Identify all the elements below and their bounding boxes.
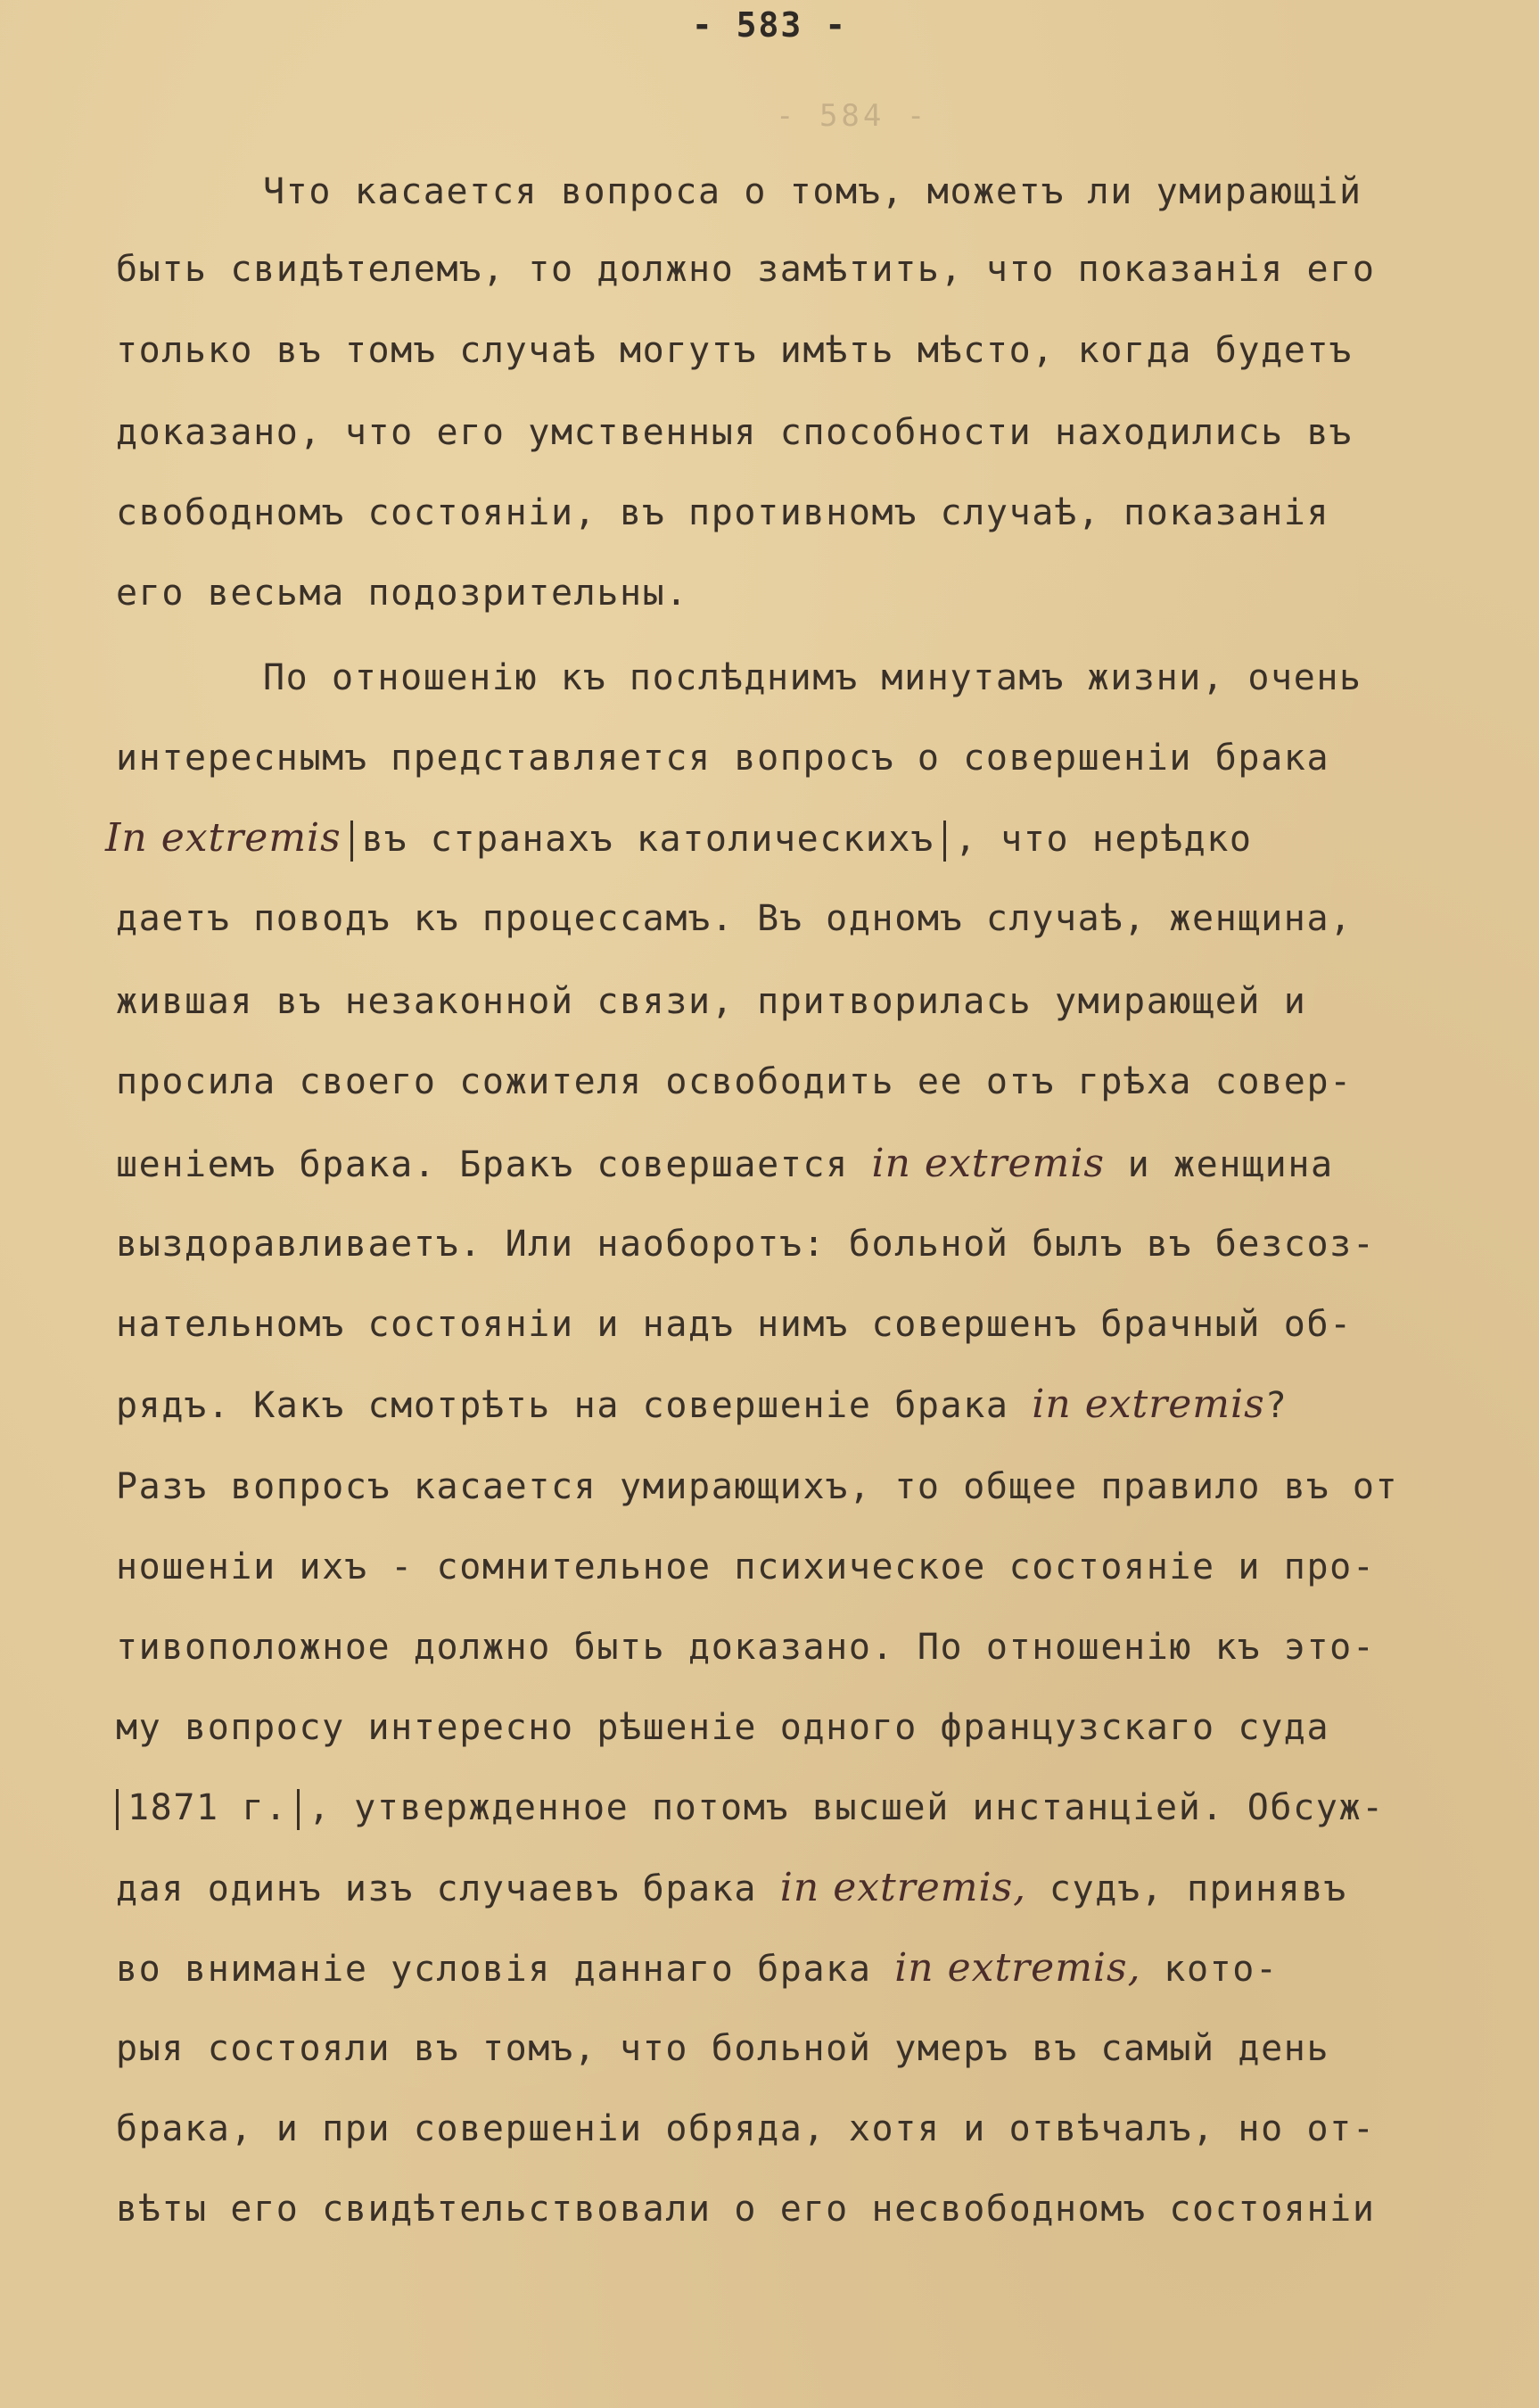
text-line-14: выздоравливаетъ. Или наоборотъ: больной былъ въ безсоз-	[116, 1224, 1376, 1265]
text-line-24: рыя состояли въ томъ, что больной умеръ въ самый день	[116, 2028, 1330, 2069]
text-line-5: свободномъ состояніи, въ противномъ случаѣ, показанія	[116, 492, 1330, 533]
text-line-1: Что касается вопроса о томъ, можетъ ли умирающій	[263, 171, 1362, 212]
handwritten-annotation: In extremis	[105, 815, 342, 861]
text-line-7: По отношенію къ послѣднимъ минутамъ жизни, очень	[263, 657, 1362, 698]
text-line-16	[116, 1378, 1288, 1431]
text-line-9	[105, 812, 1253, 865]
text-line-17: Разъ вопросъ касается умирающихъ, то общее правило въ от	[116, 1466, 1399, 1507]
text-segment: шеніемъ брака. Бракъ совершается	[116, 1144, 849, 1185]
handwritten-annotation: in extremis	[871, 1141, 1105, 1186]
text-line-26: вѣты его свидѣтельствовали о его несвободномъ состояніи	[116, 2189, 1376, 2230]
bracket-mark	[943, 821, 946, 862]
text-line-19: тивоположное должно быть доказано. По отношенію къ это-	[116, 1627, 1376, 1668]
bleed-through-page-number: - 584 -	[776, 98, 929, 134]
text-segment: во вниманіе условія даннаго брака	[116, 1949, 872, 1990]
text-line-2: быть свидѣтелемъ, то должно замѣтить, что показанія его	[116, 249, 1376, 290]
text-line-21	[116, 1781, 1385, 1835]
text-line-8: интереснымъ представляется вопросъ о совершеніи брака	[116, 738, 1330, 779]
text-segment: дая одинъ изъ случаевъ брака	[116, 1868, 758, 1909]
bracket-mark	[297, 1789, 300, 1830]
bracket-mark	[350, 821, 353, 862]
text-line-23	[116, 1942, 1279, 1995]
text-segment: , что нерѣдко	[954, 819, 1253, 860]
text-line-12: просила своего сожителя освободить ее отъ грѣха совер-	[116, 1061, 1353, 1102]
handwritten-annotation: in extremis	[1032, 1381, 1265, 1427]
page-number: - 583 -	[691, 5, 848, 45]
handwritten-annotation: in extremis,	[894, 1945, 1141, 1991]
text-line-18: ношеніи ихъ - сомнительное психическое состояніе и про-	[116, 1546, 1376, 1587]
text-segment: и женщина	[1127, 1144, 1334, 1185]
text-line-22	[116, 1861, 1347, 1915]
text-segment: судъ, принявъ	[1049, 1868, 1347, 1909]
text-line-6: его весьма подозрительны.	[116, 573, 689, 614]
text-line-3: только въ томъ случаѣ могутъ имѣть мѣсто, когда будетъ	[116, 330, 1353, 371]
text-line-13	[116, 1137, 1334, 1191]
text-line-25: брака, и при совершеніи обряда, хотя и отвѣчалъ, но от-	[116, 2108, 1376, 2149]
text-segment: въ странахъ католическихъ	[361, 819, 934, 860]
text-segment: 1871 г.	[128, 1787, 288, 1828]
text-line-11: жившая въ незаконной связи, притворилась умирающей и	[116, 981, 1307, 1022]
text-line-4: доказано, что его умственныя способности находились въ	[116, 412, 1353, 453]
handwritten-annotation: in extremis,	[779, 1865, 1027, 1910]
text-line-20: му вопросу интересно рѣшеніе одного французскаго суда	[116, 1707, 1330, 1748]
text-line-10: даетъ поводъ къ процессамъ. Въ одномъ случаѣ, женщина,	[116, 898, 1353, 939]
text-segment: рядъ. Какъ смотрѣть на совершеніе брака	[116, 1385, 1009, 1426]
text-line-15: нательномъ состояніи и надъ нимъ совершенъ брачный об-	[116, 1304, 1353, 1345]
text-segment: ?	[1264, 1385, 1288, 1426]
text-segment: , утвержденное потомъ высшей инстанціей. Обсуж-	[308, 1787, 1385, 1828]
bracket-mark	[116, 1789, 119, 1830]
text-segment: кото-	[1164, 1949, 1279, 1990]
